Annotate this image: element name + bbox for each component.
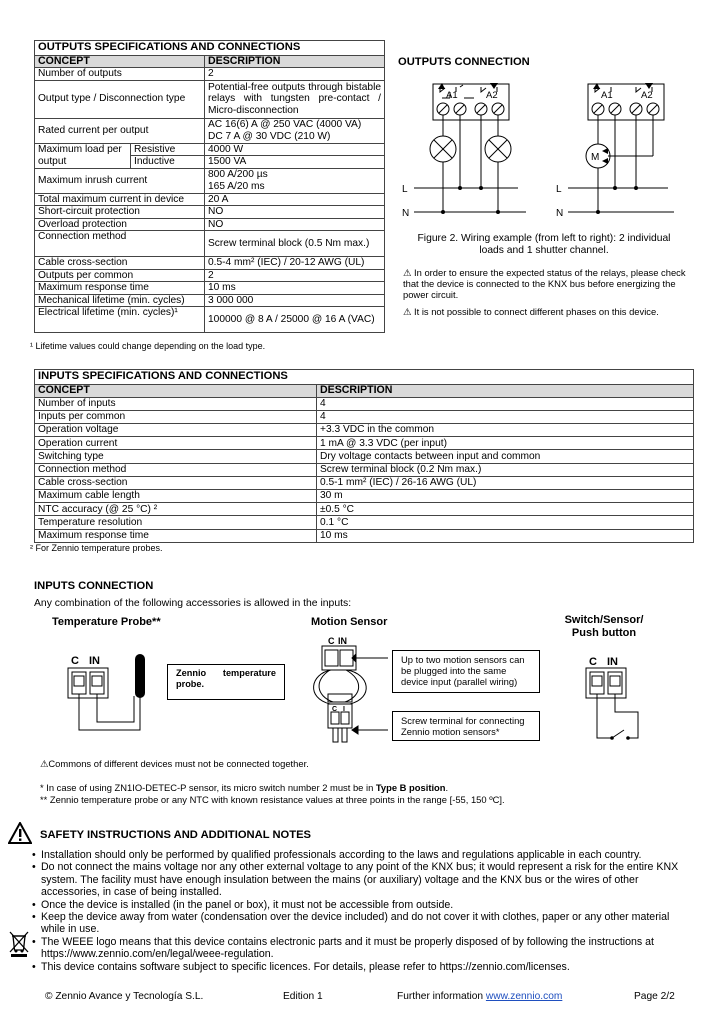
footer-edition: Edition 1 — [283, 991, 323, 1002]
in-label: IN — [607, 656, 618, 668]
warning-note: ⚠ In order to ensure the expected status of the relays, please check that the device is connected to the KNX bus before energizing the power circuit. — [403, 267, 686, 300]
warning-note: ⚠ It is not possible to connect different phases on this device. — [403, 306, 659, 317]
in-label: IN — [89, 655, 100, 667]
terminal-a2-label: A2 — [641, 90, 653, 101]
line-n-label: N — [402, 208, 410, 219]
line-l-label: L — [556, 184, 562, 195]
probe-description-box: Zennio temperature probe. — [167, 664, 285, 700]
warning-icon: ⚠ — [40, 758, 49, 769]
c-label: C — [71, 655, 79, 667]
commons-warning: ⚠Commons of different devices must not be connected together. — [40, 758, 309, 769]
table-row: Number of inputs 4 — [35, 397, 694, 410]
motion-note-box: Up to two motion sensors can be plugged into the same device input (parallel wiring) — [392, 650, 540, 693]
table-row: Electrical lifetime (min. cycles)¹ 100000 @ 8 A / 25000 @ 16 A (VAC) — [35, 307, 385, 333]
table-row: Number of outputs 2 — [35, 68, 385, 81]
table-row: Total maximum current in device 20 A — [35, 193, 385, 206]
table-row: Overload protection NO — [35, 218, 385, 231]
table-row: Rated current per output AC 16(6) A @ 250 VAC (4000 VA) DC 7 A @ 30 VDC (210 W) — [35, 118, 385, 143]
terminal-a2-label: A2 — [486, 90, 498, 101]
list-item: • Do not connect the mains voltage nor any other external voltage to any point of the KNX bus; it would represent a risk for the entire KNX system. The facility must have enough insulation between the mains (or auxiliary) voltage and the KNX bus or the wires of other accessories, in case of being installed. — [32, 861, 692, 898]
terminal-a1-label: A1 — [601, 90, 613, 101]
table-row: Short-circuit protection NO — [35, 206, 385, 219]
temperature-probe-diagram — [60, 648, 170, 738]
table-row: Inputs per common 4 — [35, 410, 694, 423]
table-row: Maximum response time 10 ms — [35, 282, 385, 295]
switch-diagram — [580, 654, 650, 744]
footer-company: © Zennio Avance y Tecnología S.L. — [45, 991, 204, 1002]
inputs-table-title: INPUTS SPECIFICATIONS AND CONNECTIONS — [35, 370, 694, 385]
table-row: Inductive 1500 VA — [35, 156, 385, 169]
footer-further: Further information www.zennio.com — [397, 991, 563, 1002]
warning-icon: ⚠ — [403, 306, 412, 317]
inputs-spec-table — [34, 369, 694, 543]
description-header: DESCRIPTION — [205, 55, 385, 68]
list-item: • This device contains software subject to specific licences. For details, please refer to https://zennio.com/licenses. — [32, 961, 692, 973]
motion-sensor-note: * In case of using ZN1IO-DETEC-P sensor, its micro switch number 2 must be in Type B position. — [40, 782, 449, 793]
table-row: Connection method Screw terminal block (0.2 Nm max.) — [35, 463, 694, 476]
table-row: Connection method Screw terminal block (0.5 Nm max.) — [35, 231, 385, 257]
outputs-wiring-diagram — [398, 76, 698, 224]
i-label: I — [343, 706, 345, 713]
table-row: Outputs per common 2 — [35, 269, 385, 282]
table-row: Maximum load per output Resistive 4000 W — [35, 143, 385, 156]
screw-terminal-note-box: Screw terminal for connecting Zennio motion sensors* — [392, 711, 540, 741]
table-row: Mechanical lifetime (min. cycles) 3 000 000 — [35, 294, 385, 307]
table-row: NTC accuracy (@ 25 °C) ² ±0.5 °C — [35, 503, 694, 516]
table-row: Cable cross-section 0.5-1 mm² (IEC) / 26-16 AWG (UL) — [35, 476, 694, 489]
website-link[interactable]: www.zennio.com — [485, 991, 563, 1002]
c-label: C — [332, 706, 338, 713]
inputs-intro: Any combination of the following accessories is allowed in the inputs: — [34, 598, 352, 609]
table-row: Operation current 1 mA @ 3.3 VDC (per input) — [35, 437, 694, 450]
c-label: C — [328, 636, 335, 646]
line-n-label: N — [556, 208, 564, 219]
figure-caption: Figure 2. Wiring example (from left to right): 2 individual loads and 1 shutter channel. — [417, 233, 671, 256]
table-row: Output type / Disconnection type Potential-free outputs through bistable relays with tungsten pre-contact / Micro-disconnection — [35, 80, 385, 118]
inputs-connection-title: INPUTS CONNECTION — [34, 580, 154, 592]
list-item: • Installation should only be performed by qualified professionals according to the laws and regulations applicable in each country. — [32, 849, 692, 861]
table-row: Maximum response time 10 ms — [35, 529, 694, 542]
warning-icon — [8, 822, 32, 844]
table-row: Operation voltage +3.3 VDC in the common — [35, 424, 694, 437]
in-label: IN — [338, 636, 347, 646]
table-row: Temperature resolution 0.1 °C — [35, 516, 694, 529]
table-row: Maximum cable length 30 m — [35, 490, 694, 503]
warning-icon: ⚠ — [403, 267, 412, 278]
outputs-table-title: OUTPUTS SPECIFICATIONS AND CONNECTIONS — [35, 41, 385, 56]
table-row: Switching type Dry voltage contacts between input and common — [35, 450, 694, 463]
list-item: • Once the device is installed (in the panel or box), it must not be accessible from outside. — [32, 899, 692, 911]
concept-header: CONCEPT — [35, 384, 317, 397]
safety-list — [32, 849, 692, 973]
motor-label: M — [591, 152, 600, 163]
switch-title: Switch/Sensor/ Push button — [564, 614, 644, 639]
safety-title: SAFETY INSTRUCTIONS AND ADDITIONAL NOTES — [40, 829, 311, 841]
concept-header: CONCEPT — [35, 55, 205, 68]
table-row: Cable cross-section 0.5-4 mm² (IEC) / 20-12 AWG (UL) — [35, 257, 385, 270]
outputs-footnote: ¹ Lifetime values could change depending on the load type. — [30, 341, 266, 351]
table-row: Maximum inrush current 800 A/200 µs 165 A/20 ms — [35, 168, 385, 193]
inputs-footnote: ² For Zennio temperature probes. — [30, 543, 163, 553]
footer-page: Page 2/2 — [634, 991, 675, 1002]
outputs-spec-table — [34, 40, 385, 333]
probe-title: Temperature Probe** — [52, 616, 161, 628]
motion-sensor-diagram — [300, 634, 400, 754]
terminal-a1-label: A1 — [446, 90, 458, 101]
outputs-connection-title: OUTPUTS CONNECTION — [398, 56, 530, 68]
c-label: C — [589, 656, 597, 668]
line-l-label: L — [402, 184, 408, 195]
weee-bin-icon — [8, 930, 30, 958]
probe-note: ** Zennio temperature probe or any NTC with known resistance values at three points in the range [-55, 150 ºC]. — [40, 794, 505, 805]
motion-sensor-title: Motion Sensor — [311, 616, 388, 628]
list-item: • Keep the device away from water (condensation over the device included) and do not cover it with clothes, paper or any other material while in use. — [32, 911, 692, 936]
description-header: DESCRIPTION — [317, 384, 694, 397]
list-item: • The WEEE logo means that this device contains electronic parts and it must be properly disposed of by following the instructions at https://www.zennio.com/en/legal/weee-regulation. — [32, 936, 692, 961]
